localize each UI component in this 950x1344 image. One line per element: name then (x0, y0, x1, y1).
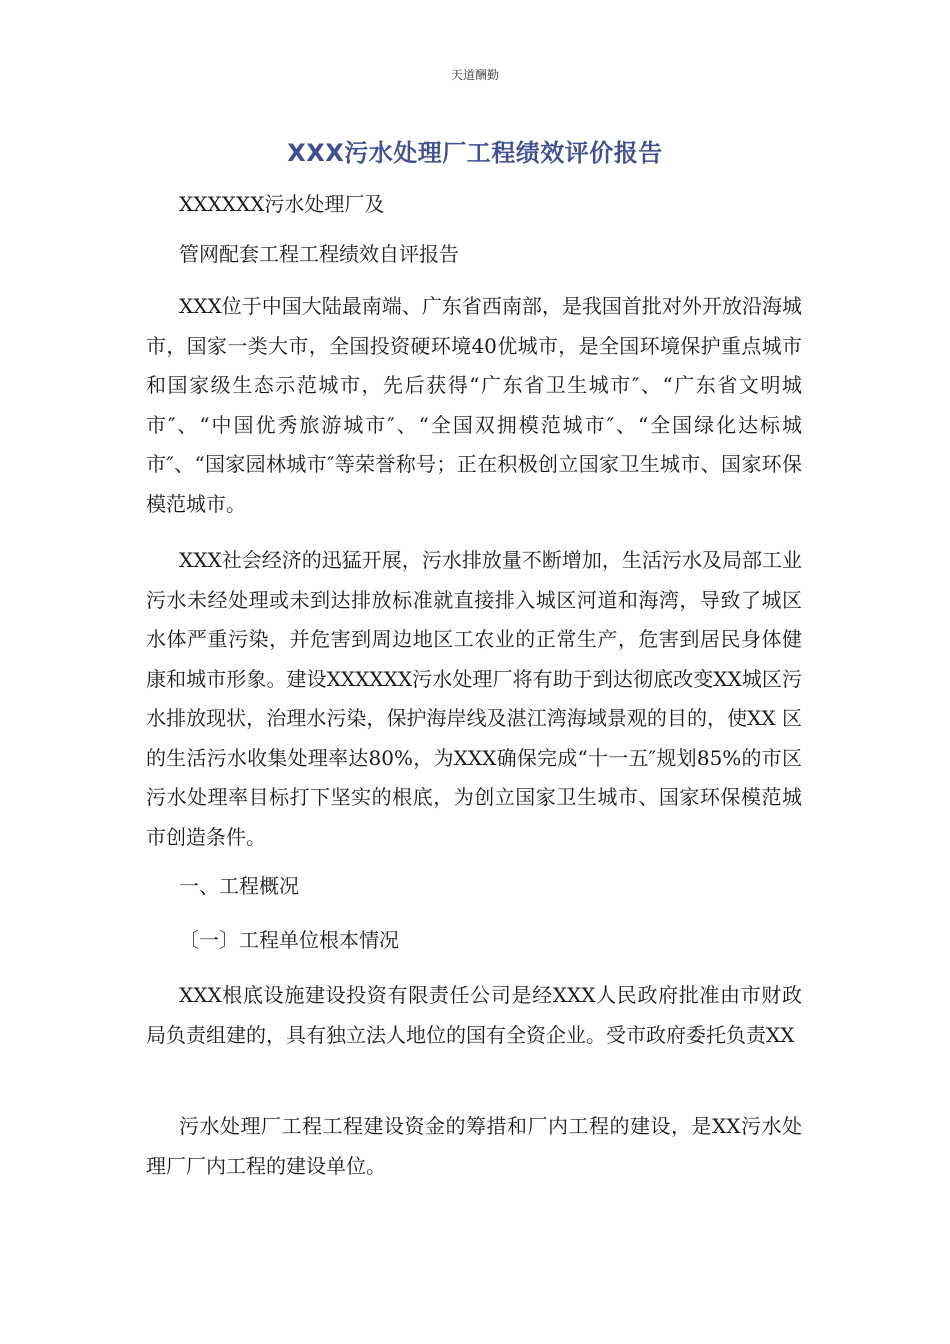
header-note: 天道酬勤 (450, 68, 499, 82)
subtitle-line-1: XXXXXX污水处理厂及 (179, 192, 385, 216)
paragraph-city-intro: XXX位于中国大陆最南端、广东省西南部，是我国首批对外开放沿海城市，国家一类大市，全国投资硬环境40优城市，是全国环境保护重点城市和国家级生态示范城市，先后获得“广东省卫生城市″、“广东省文明城市″、“中国优秀旅游城市″、“全国双拥模范城市″、“全国绿化达标城市″、“国家园林城市″等荣誉称号；正在积极创立国家卫生城市、国家环保模范城市。 (146, 294, 802, 516)
paragraph-company-info: XXX根底设施建设投资有限责任公司是经XXX人民政府批准由市财政局负责组建的，具有独立法人地位的国有全资企业。受市政府委托负责XX (146, 983, 802, 1047)
document-title: XXX污水处理厂工程绩效评价报告 (287, 139, 663, 167)
paragraph-project-background: XXX社会经济的迅猛开展，污水排放量不断增加，生活污水及局部工业污水未经处理或未到达排放标准就直接排入城区河道和海湾，导致了城区水体严重污染，并危害到周边地区工农业的正常生产，危害到居民身体健康和城市形象。建设XXXXXX污水处理厂将有助于到达彻底改变XX城区污水排放现状，治理水污染，保护海岸线及湛江湾海域景观的目的，使XX 区的生活污水收集处理率达80%，为XXX确保完成“十一五″规划85%的市区污水处理率目标打下坚实的根底，为创立国家卫生城市、国家环保模范城市创造条件。 (146, 548, 802, 849)
subtitle-line-2: 管网配套工程工程绩效自评报告 (179, 242, 459, 266)
section-heading-overview: 一、工程概况 (179, 874, 299, 898)
paragraph-construction-unit: 污水处理厂工程工程建设资金的筹措和厂内工程的建设，是XX污水处理厂厂内工程的建设单位。 (146, 1114, 802, 1178)
section-subheading-unit-info: 〔一〕工程单位根本情况 (179, 928, 399, 952)
